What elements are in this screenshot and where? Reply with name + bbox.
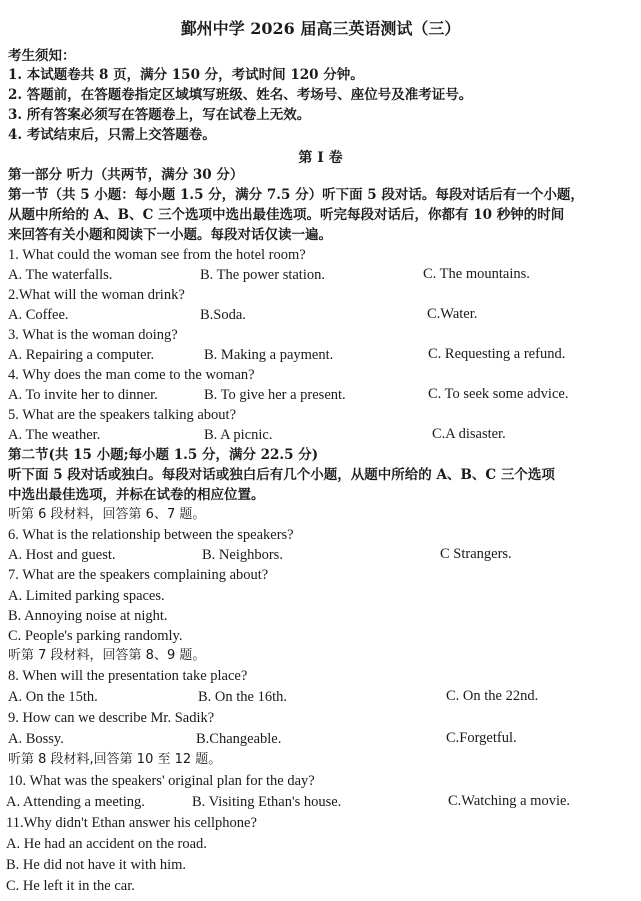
option-c: C. People's parking randomly. (8, 628, 183, 644)
notice-item: 2. 答题前，在答题卷指定区域填写班级、姓名、考场号、座位号及准考证号。 (8, 87, 473, 103)
section1-instructions: 从题中所给的 A、B、C 三个选项中选出最佳选项。听完每段对话后，你都有 10 秒钟的时间 (8, 207, 565, 223)
section2-instructions: 中选出最佳选项，并标在试卷的相应位置。 (8, 487, 265, 503)
question-10: 10. What was the speakers' original plan for the day? (8, 773, 315, 789)
option-c: C. To seek some advice. (428, 386, 569, 402)
option-b: B.Changeable. (196, 731, 282, 747)
option-a: A. The weather. (8, 427, 101, 443)
option-a: A. Coffee. (8, 307, 69, 323)
option-a: A. Host and guest. (8, 547, 116, 563)
question-5: 5. What are the speakers talking about? (8, 407, 237, 423)
question-6: 6. What is the relationship between the speakers? (8, 527, 294, 543)
material-cue-7: 听第 7 段材料，回答第 8、9 题。 (8, 648, 206, 663)
question-7: 7. What are the speakers complaining about? (8, 567, 269, 583)
section1-instructions: 来回答有关小题和阅读下一小题。每段对话仅读一遍。 (8, 227, 332, 243)
option-c: C.A disaster. (432, 426, 506, 442)
option-a: A. To invite her to dinner. (8, 387, 158, 403)
material-cue-8: 听第 8 段材料,回答第 10 至 12 题。 (8, 752, 222, 767)
option-b: B.Soda. (200, 307, 246, 323)
section1-instructions: 第一节（共 5 小题：每小题 1.5 分，满分 7.5 分）听下面 5 段对话。每段对话后有一个小题， (8, 187, 584, 203)
option-a: A. On the 15th. (8, 689, 98, 705)
option-a: A. Attending a meeting. (6, 794, 145, 810)
option-b: B. On the 16th. (198, 689, 288, 705)
question-2: 2.What will the woman drink? (8, 287, 185, 303)
question-1: 1. What could the woman see from the hotel room? (8, 247, 306, 263)
option-b: B. Visiting Ethan's house. (192, 794, 342, 810)
material-cue-6: 听第 6 段材料，回答第 6、7 题。 (8, 507, 206, 522)
notice-item: 1. 本试题卷共 8 页，满分 150 分，考试时间 120 分钟。 (8, 67, 364, 83)
option-b: B. He did not have it with him. (6, 857, 187, 873)
section2-instructions: 听下面 5 段对话或独白。每段对话或独白后有几个小题，从题中所给的 A、B、C 三个选项 (8, 467, 555, 483)
option-b: B. Neighbors. (202, 547, 283, 563)
option-a: A. Repairing a computer. (8, 347, 155, 363)
notice-heading: 考生须知： (8, 48, 76, 64)
option-a: A. Bossy. (8, 731, 64, 747)
option-c: C. He left it in the car. (6, 878, 135, 894)
option-a: A. He had an accident on the road. (6, 836, 207, 852)
option-c: C.Forgetful. (446, 730, 517, 746)
option-c: C.Water. (427, 306, 478, 322)
option-a: A. Limited parking spaces. (8, 588, 165, 604)
option-c: C. The mountains. (423, 266, 530, 282)
notice-item: 4. 考试结束后，只需上交答题卷。 (8, 127, 216, 143)
option-b: B. Making a payment. (204, 347, 334, 363)
option-c: C Strangers. (440, 546, 512, 562)
option-b: B. A picnic. (204, 427, 273, 443)
option-c: C. Requesting a refund. (428, 346, 566, 362)
exam-title: 鄞州中学 2026 届高三英语测试（三） (180, 19, 461, 38)
option-b: B. To give her a present. (204, 387, 346, 403)
option-b: B. Annoying noise at night. (8, 608, 168, 624)
option-b: B. The power station. (200, 267, 325, 283)
volume-heading: 第 I 卷 (298, 150, 343, 166)
option-c: C.Watching a movie. (448, 793, 571, 809)
section2-heading: 第二节(共 15 小题;每小题 1.5 分，满分 22.5 分) (8, 447, 319, 463)
part1-heading: 第一部分 听力（共两节，满分 30 分） (8, 167, 244, 183)
notice-item: 3. 所有答案必须写在答题卷上，写在试卷上无效。 (8, 107, 311, 123)
question-9: 9. How can we describe Mr. Sadik? (8, 710, 215, 726)
question-8: 8. When will the presentation take place? (8, 668, 248, 684)
question-4: 4. Why does the man come to the woman? (8, 367, 255, 383)
option-a: A. The waterfalls. (8, 267, 113, 283)
question-11: 11.Why didn't Ethan answer his cellphone? (6, 815, 257, 831)
option-c: C. On the 22nd. (446, 688, 539, 704)
question-3: 3. What is the woman doing? (8, 327, 178, 343)
